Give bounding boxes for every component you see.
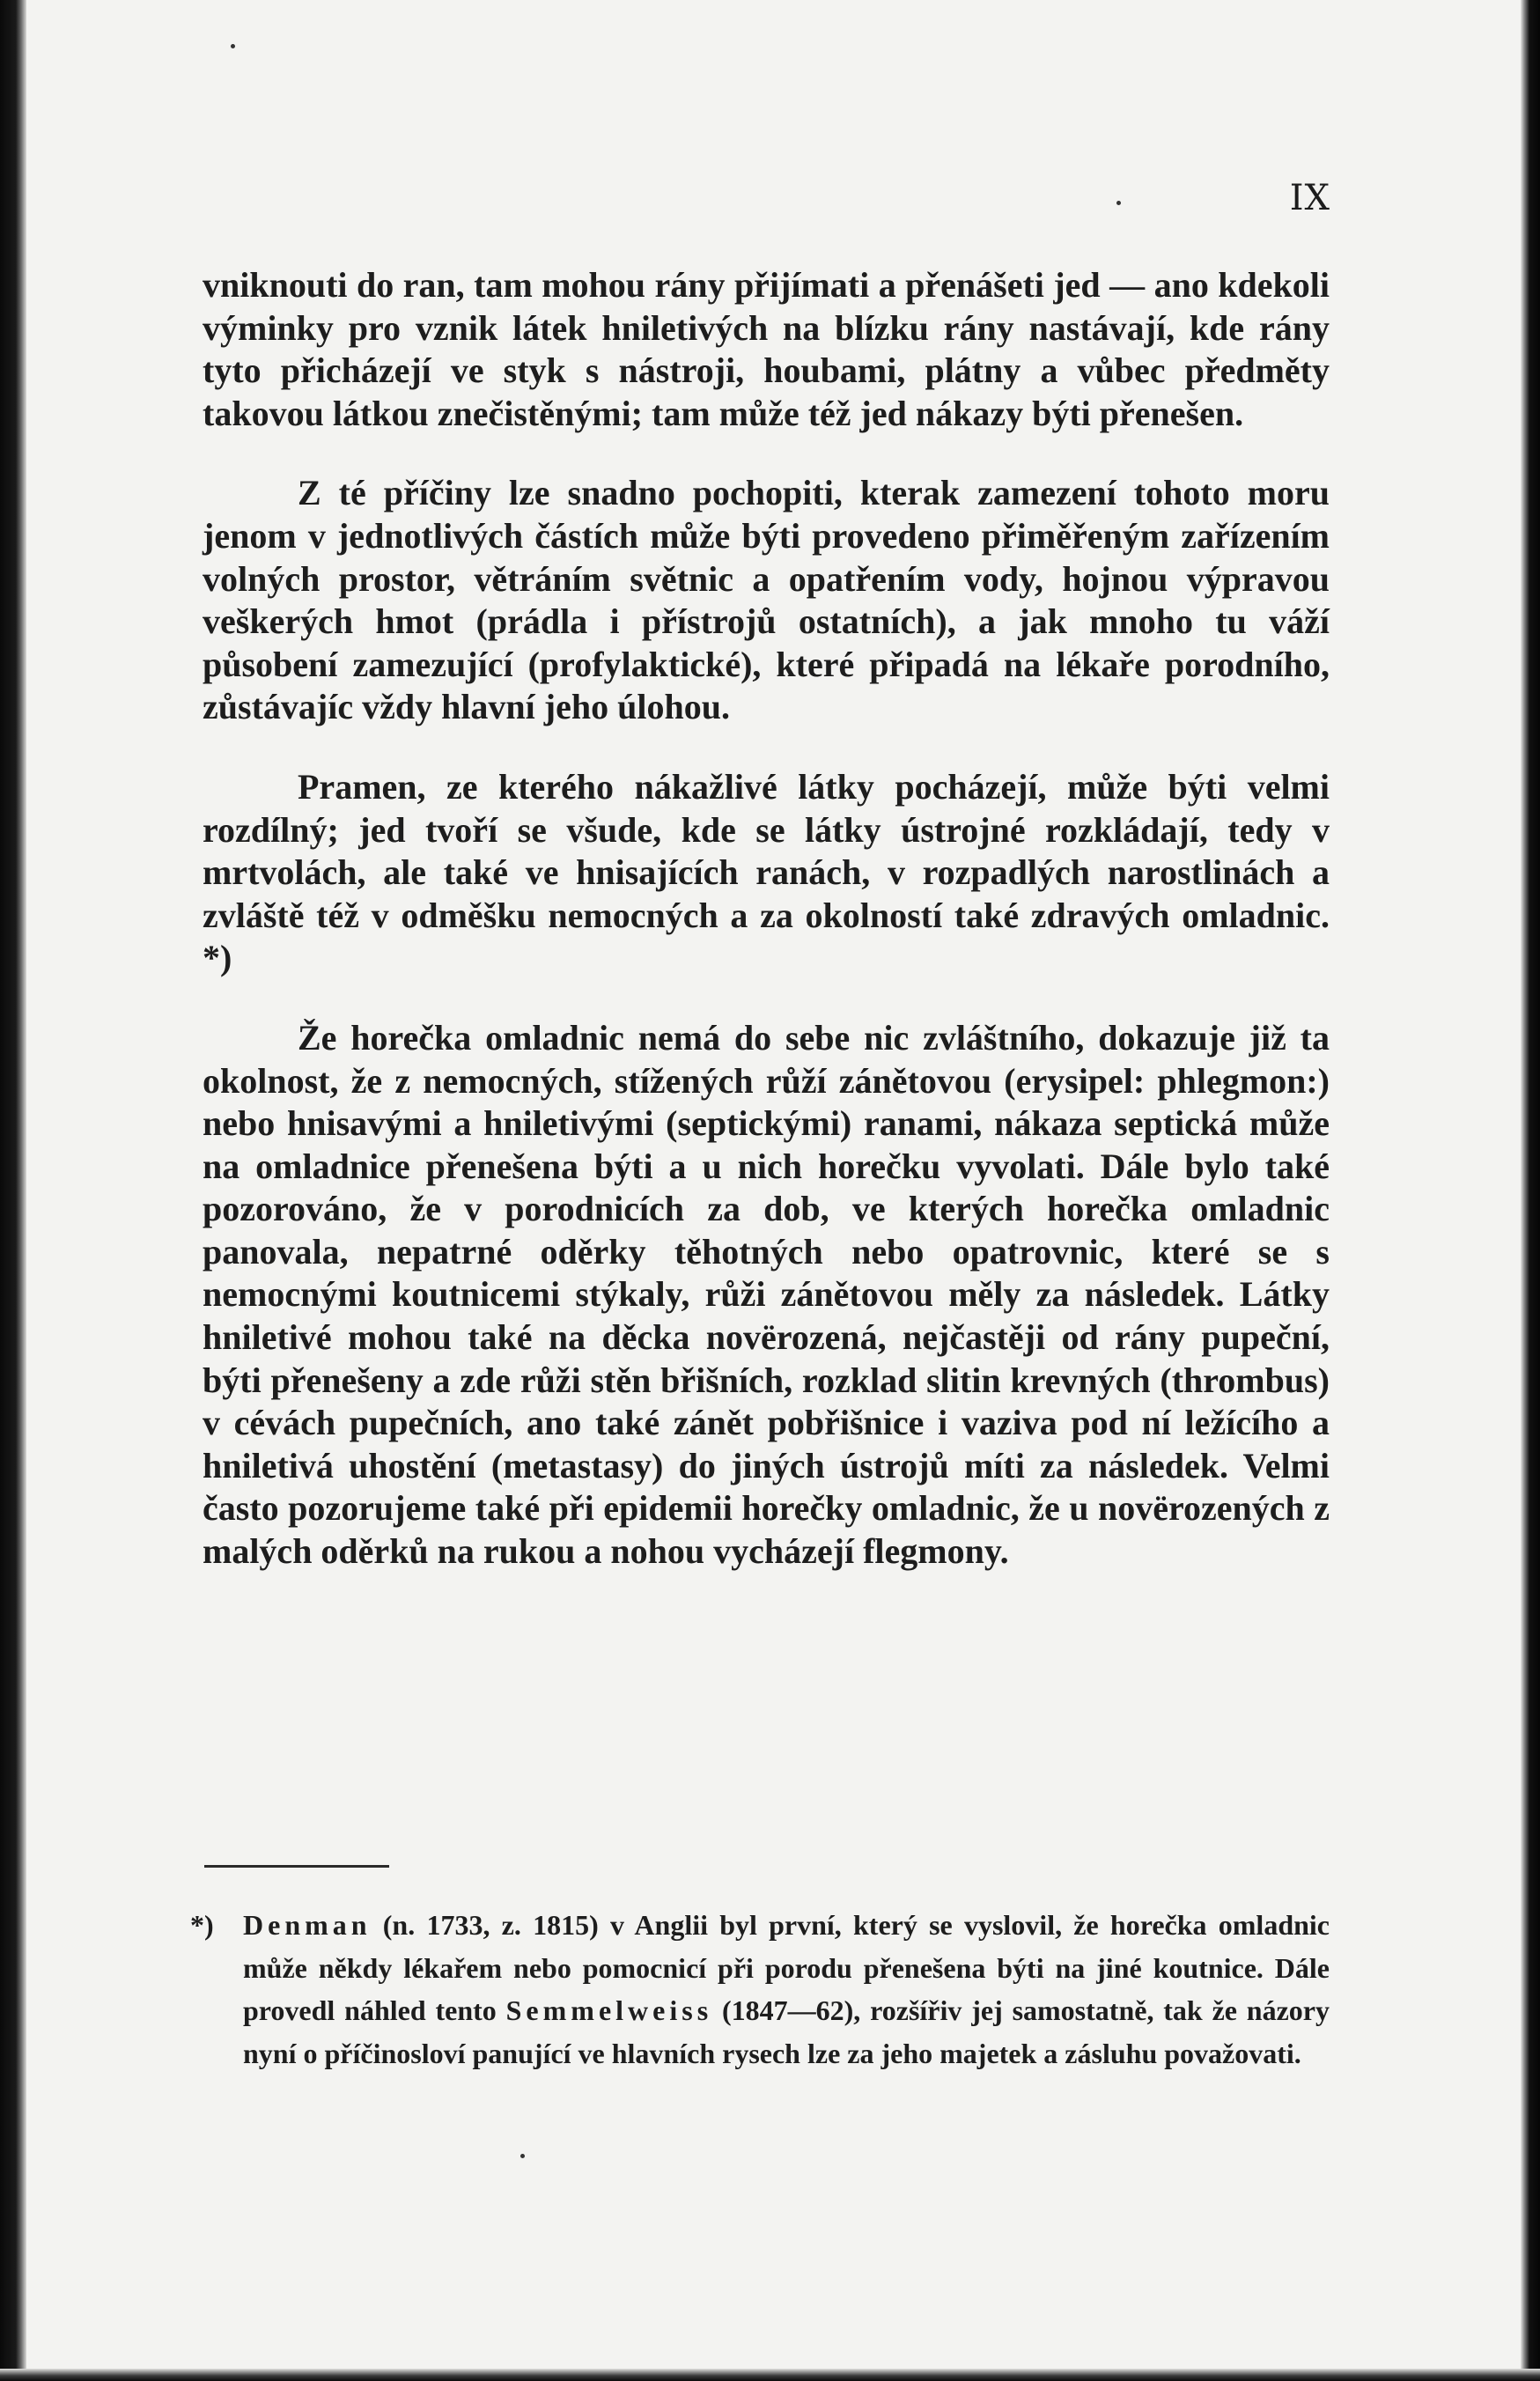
footnote-name-denman: Denman — [243, 1909, 372, 1941]
footnote-text-2: (1847—62), rozšířiv jej samostatně, tak že názory nyní o příčinosloví panující ve hlavních rysech lze za jeho majetek a zásluhu považovati. — [243, 1994, 1330, 2069]
body-text — [203, 264, 1330, 1611]
page-number: IX — [1289, 178, 1330, 218]
scan-border-bottom — [0, 2369, 1540, 2381]
paragraph-1: vniknouti do ran, tam mohou rány přijímati a přenášeti jed — ano kdekoli výminky pro vznik látek hniletivých na blízku rány nastávají, kde rány tyto přicházejí ve styk s nástroji, houbami, plátny a vůbec předměty takovou látkou znečistěnými; tam může též jed nákazy býti přenešen. — [203, 265, 1330, 433]
speck-mark — [231, 44, 235, 48]
footnote-marker: *) — [190, 1909, 214, 1941]
paragraph-2: Z té příčiny lze snadno pochopiti, kterak zamezení tohoto moru jenom v jednotlivých částích může býti provedeno přiměřeným zařízením volných prostor, větráním světnic a opatřením vody, hojnou výpravou veškerých hmot (prádla i přístrojů ostatních), a jak mnoho tu váží působení zamezující (profylaktické), které připadá na lékaře porodního, zůstávajíc vždy hlavní jeho úlohou. — [203, 473, 1330, 727]
paragraph-3: Pramen, ze kterého nákažlivé látky pocházejí, může býti velmi rozdílný; jed tvoří se všude, kde se látky ústrojné rozkládají, tedy v mrtvolách, ale také ve hnisajících ranách, v rozpadlých narostlinách a zvláště též v odměšku nemocných a za okolností také zdravých omladnic. *) — [203, 766, 1330, 978]
speck-mark — [1116, 201, 1121, 205]
footnote-name-semmelweiss: Semmelweiss — [505, 1994, 713, 2026]
paragraph-4: Že horečka omladnic nemá do sebe nic zvláštního, dokazuje již ta okolnost, že z nemocných, stížených růží zánětovou (erysipel: phlegmon:) nebo hnisavými a hniletivými (septickými) ranami, nákaza septická může na omladnice přenešena býti a u nich horečku vyvolati. Dále bylo také pozorováno, že v porodnicích za dob, ve kterých horečka omladnic panovala, nepatrné oděrky těhotných nebo opatrovnic, které se s nemocnými koutnicemi stýkaly, růži zánětovou měly za následek. Látky hniletivé mohou také na děcka novërozená, nejčastěji od rány pupeční, býti přenešeny a zde růži stěn břišních, rozklad slitin krevných (thrombus) v cévách pupečních, ano také zánět pobřišnice i vaziva pod ní ležícího a hniletivá uhostění (metastasy) do jiných ústrojů míti za následek. Velmi často pozorujeme také při epidemii horečky omladnic, že u novërozených z malých oděrků na rukou a nohou vycházejí flegmony. — [203, 1017, 1330, 1572]
speck-mark — [520, 2154, 525, 2158]
footnote-text-1: (n. 1733, z. 1815) v Anglii byl první, který se vyslovil, že horečka omladnic může někdy lékařem nebo pomocnicí při porodu přenešena býti na jiné koutnice. Dále provedl náhled tento — [243, 1909, 1330, 2026]
footnote — [190, 1904, 1330, 2075]
scan-border-left — [0, 0, 26, 2381]
scan-border-right — [1521, 0, 1540, 2381]
footnote-separator — [204, 1865, 389, 1868]
